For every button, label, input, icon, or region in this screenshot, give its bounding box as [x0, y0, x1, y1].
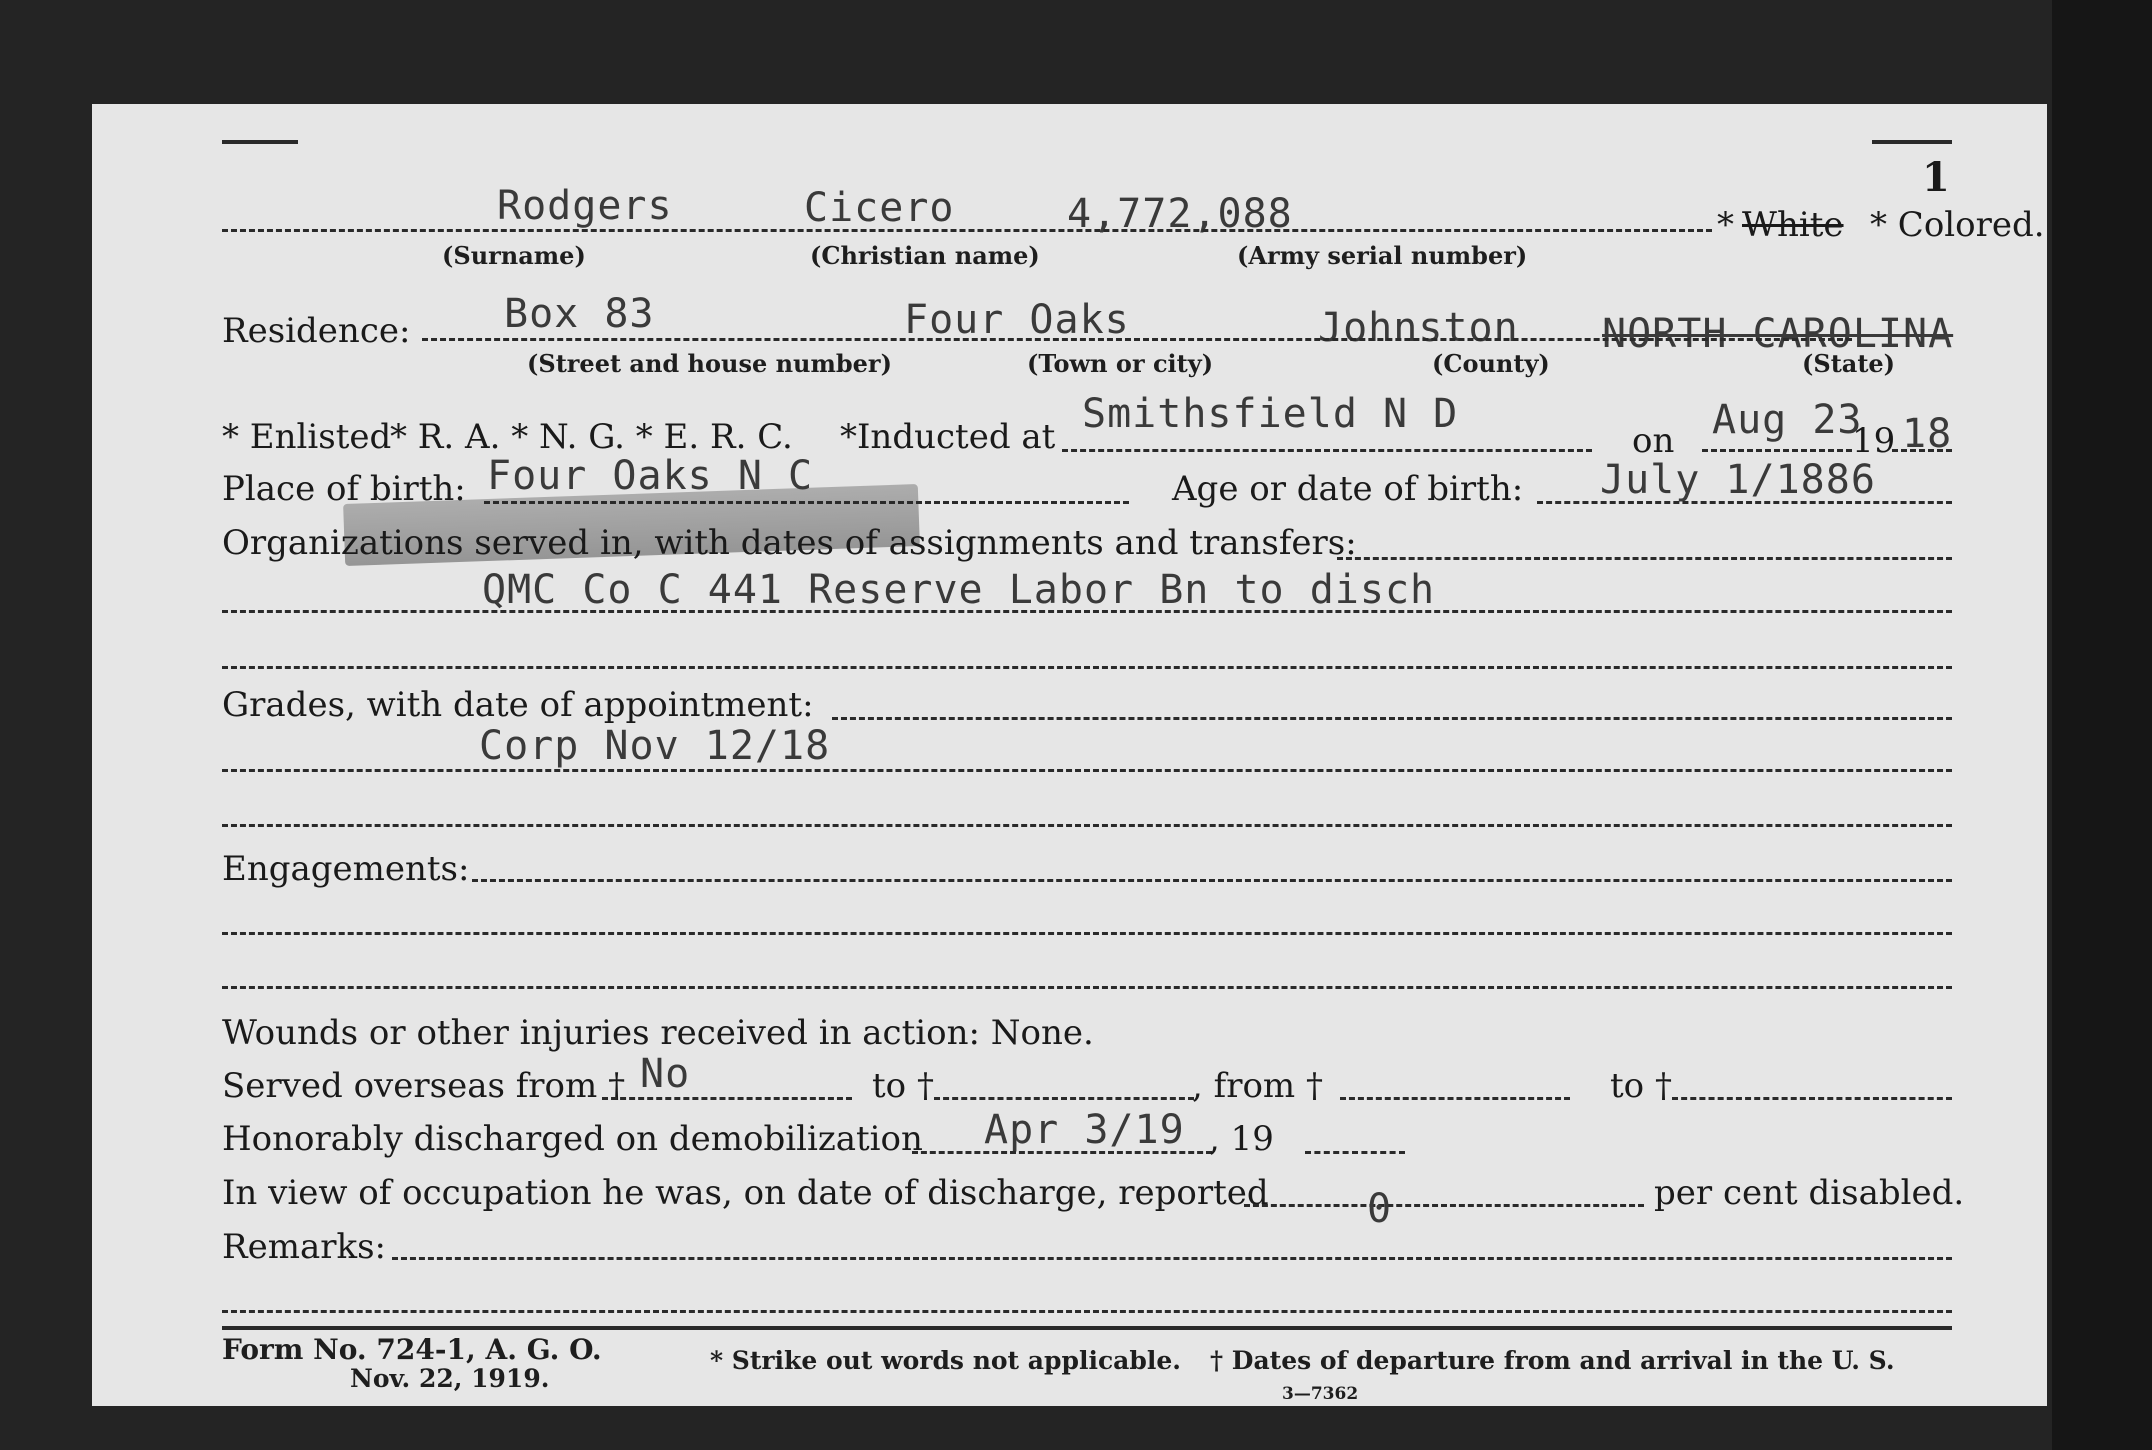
induction-date-value: Aug 23: [1712, 397, 1863, 443]
disability-line: [1244, 1204, 1644, 1207]
inducted-line: [1062, 449, 1592, 452]
engagements-line-3: [222, 986, 1952, 989]
overseas-to2-line: [1672, 1097, 1952, 1100]
name-line: [222, 229, 1712, 232]
county-value: Johnston: [1318, 305, 1519, 351]
overseas-to-label: to †: [872, 1066, 934, 1106]
overseas-to-line: [934, 1097, 1194, 1100]
induction-date-line: [1702, 449, 1852, 452]
grades-line-2: [222, 769, 1952, 772]
christian-name-label: (Christian name): [810, 241, 1040, 270]
town-label: (Town or city): [1027, 349, 1214, 378]
discharge-year-label: , 19: [1209, 1119, 1274, 1159]
street-label: (Street and house number): [527, 349, 892, 378]
birth-place-value: Four Oaks N C: [487, 453, 814, 499]
overseas-from-line: [602, 1097, 852, 1100]
discharge-date-value: Apr 3/19: [984, 1107, 1185, 1153]
year-line: [1892, 449, 1952, 452]
engagements-label: Engagements:: [222, 849, 470, 889]
overseas-from-value: No: [640, 1051, 691, 1097]
inducted-label: *Inducted at: [840, 417, 1056, 457]
state-value: NORTH CAROLINA: [1602, 311, 1954, 357]
year-prefix: 19: [1852, 421, 1896, 461]
form-date: Nov. 22, 1919.: [350, 1364, 550, 1393]
residence-line: [422, 338, 1852, 341]
overseas-to2-label: to †: [1610, 1066, 1672, 1106]
remarks-line-2: [222, 1310, 1952, 1313]
dates-note: † Dates of departure from and arrival in the U. S.: [1210, 1346, 1895, 1375]
footer-rule: [222, 1326, 1952, 1330]
organizations-line-1: [1337, 557, 1952, 560]
overseas-label: Served overseas from †: [222, 1066, 626, 1106]
town-value: Four Oaks: [904, 297, 1130, 343]
birth-date-line: [1537, 501, 1952, 504]
street-value: Box 83: [504, 291, 655, 337]
organizations-label: Organizations served in, with dates of assignments and transfers:: [222, 523, 1357, 563]
christian-name-value: Cicero: [804, 185, 955, 231]
inducted-at-value: Smithsfield N D: [1082, 391, 1459, 437]
on-label: on: [1632, 421, 1675, 461]
county-label: (County): [1432, 349, 1550, 378]
discharge-year-line: [1305, 1151, 1405, 1154]
service-options: * R. A. * N. G. * E. R. C.: [390, 417, 793, 457]
race-prefix: *: [1717, 205, 1734, 245]
organizations-line-3: [222, 666, 1952, 669]
organizations-value: QMC Co C 441 Reserve Labor Bn to disch: [482, 567, 1436, 613]
serial-number-label: (Army serial number): [1237, 241, 1528, 270]
grades-value: Corp Nov 12/18: [479, 723, 831, 769]
birth-date-value: July 1/1886: [1600, 457, 1876, 503]
birth-place-label: Place of birth:: [222, 469, 466, 509]
remarks-line-1: [392, 1257, 1952, 1260]
discharge-label: Honorably discharged on demobilization: [222, 1119, 923, 1159]
discharge-date-line: [912, 1151, 1212, 1154]
enlisted-label: * Enlisted: [222, 417, 392, 457]
race-struck: White: [1742, 205, 1844, 245]
surname-value: Rodgers: [497, 183, 673, 229]
organizations-line-2: [222, 610, 1952, 613]
induction-year-value: 18: [1902, 411, 1953, 457]
grades-label: Grades, with date of appointment:: [222, 685, 814, 725]
surname-label: (Surname): [442, 241, 586, 270]
film-edge: [2052, 0, 2152, 1450]
serial-number-value: 4,772,088: [1067, 191, 1293, 237]
disability-label: In view of occupation he was, on date of discharge, reported: [222, 1173, 1269, 1213]
disability-suffix: per cent disabled.: [1654, 1173, 1965, 1213]
print-code: 3—7362: [1282, 1384, 1359, 1404]
service-record-card: [92, 104, 2047, 1406]
race-value: * Colored.: [1870, 205, 2045, 245]
birth-place-line: [484, 501, 1129, 504]
overseas-from2-line: [1340, 1097, 1570, 1100]
residence-label: Residence:: [222, 311, 411, 351]
engagements-line-1: [472, 879, 1952, 882]
strike-note: * Strike out words not applicable.: [710, 1346, 1181, 1375]
card-number: 1: [1922, 154, 1950, 201]
overseas-from2-label: , from †: [1192, 1066, 1323, 1106]
corner-mark: [222, 140, 298, 144]
remarks-label: Remarks:: [222, 1227, 386, 1267]
corner-mark: [1872, 140, 1952, 144]
disability-value: 0: [1367, 1186, 1393, 1232]
state-label: (State): [1802, 349, 1896, 378]
grades-line-3: [222, 824, 1952, 827]
engagements-line-2: [222, 932, 1952, 935]
grades-line-1: [832, 717, 1952, 720]
wounds-label: Wounds or other injuries received in action: None.: [222, 1013, 1094, 1053]
birth-date-label: Age or date of birth:: [1172, 469, 1524, 509]
form-number: Form No. 724-1, A. G. O.: [222, 1333, 602, 1366]
